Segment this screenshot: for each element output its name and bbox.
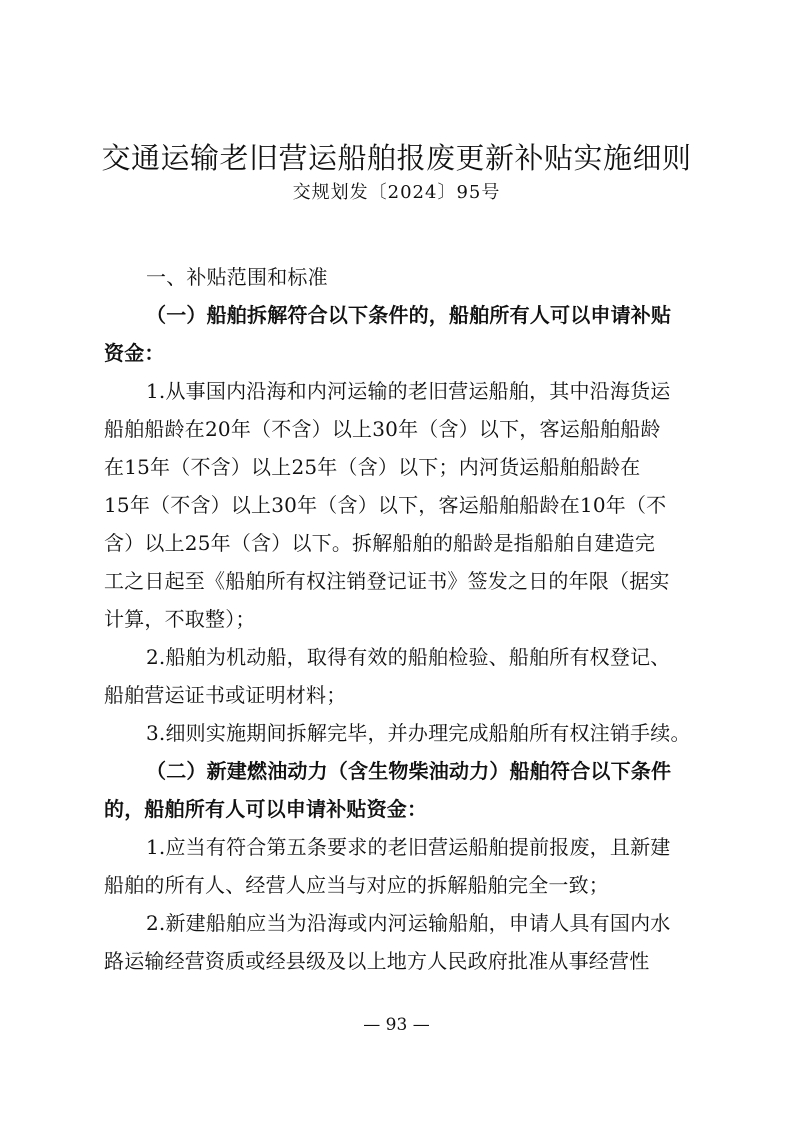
document-number: 交规划发〔2024〕95号 [292,182,501,203]
paragraph-line: 船舶船龄在20年（不含）以上30年（含）以下，客运船舶船龄 [104,417,661,441]
paragraph-line: 船舶的所有人、经营人应当与对应的拆解船舶完全一致； [104,873,609,897]
subsection-heading-2-cont: 的，船舶所有人可以申请补贴资金： [104,797,428,821]
paragraph-line: 船舶营运证书或证明材料； [104,683,347,707]
paragraph-line: 含）以上25年（含）以下。拆解船舶的船龄是指船舶自建造完 [104,531,656,555]
paragraph-line: 3.细则实施期间拆解完毕，并办理完成船舶所有权注销手续。 [146,721,691,745]
section-heading: 一、补贴范围和标准 [146,265,328,289]
paragraph-line: 1.从事国内沿海和内河运输的老旧营运船舶，其中沿海货运 [146,379,671,403]
paragraph-line: 1.应当有符合第五条要求的老旧营运船舶提前报废，且新建 [146,835,671,859]
paragraph-line: 15年（不含）以上30年（含）以下，客运船舶船龄在10年（不 [104,493,667,517]
subsection-heading-1-cont: 资金： [104,341,165,365]
paragraph-line: 工之日起至《船舶所有权注销登记证书》签发之日的年限（据实 [104,569,670,593]
subsection-heading-1: （一）船舶拆解符合以下条件的，船舶所有人可以申请补贴 [146,303,672,327]
document-title: 交通运输老旧营运船舶报废更新补贴实施细则 [101,141,692,175]
subsection-heading-2: （二）新建燃油动力（含生物柴油动力）船舶符合以下条件 [146,759,672,783]
paragraph-line: 2.船舶为机动船，取得有效的船舶检验、船舶所有权登记、 [146,645,671,669]
paragraph-line: 路运输经营资质或经县级及以上地方人民政府批准从事经营性 [104,949,650,973]
paragraph-line: 在15年（不含）以上25年（含）以下；内河货运船舶船龄在 [104,455,641,479]
paragraph-line: 计算，不取整）； [104,607,256,631]
paragraph-line: 2.新建船舶应当为沿海或内河运输船舶，申请人具有国内水 [146,911,671,935]
page-number: — 93 — [363,1015,430,1035]
